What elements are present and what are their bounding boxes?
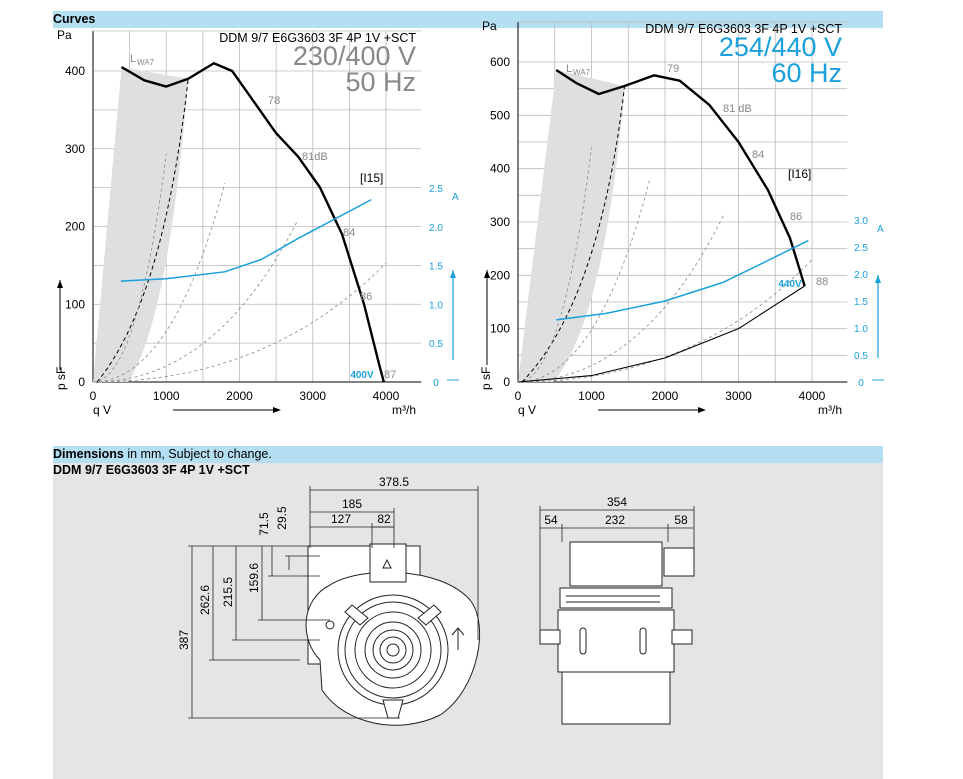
x-tick-label: 2000 <box>651 389 679 403</box>
right-tick-label: 0 <box>433 378 439 389</box>
y-tick-label: 200 <box>64 219 85 234</box>
hub <box>380 637 406 663</box>
dim-58: 58 <box>674 513 688 527</box>
right-tick-label: 0.5 <box>429 339 443 351</box>
y-tick-label: 300 <box>64 141 85 156</box>
right-tick-label: 2.5 <box>429 184 443 195</box>
side-view-drawing <box>540 542 694 724</box>
dim-185: 185 <box>341 497 363 511</box>
right-unit: A <box>452 192 459 203</box>
front-view-drawing <box>306 544 480 725</box>
frequency-label: 50 Hz <box>345 67 416 97</box>
right-tick-label: 1.0 <box>854 324 868 335</box>
right-tick-label: 2.5 <box>854 243 868 254</box>
shaft-left <box>540 630 560 644</box>
y-tick-label: 0 <box>503 375 510 389</box>
db-label: 81dB <box>302 151 328 163</box>
lwa-label: L <box>566 63 573 75</box>
dimensions-model: DDM 9/7 E6G3603 3F 4P 1V +SCT <box>53 463 250 477</box>
chart-title: DDM 9/7 E6G3603 3F 4P 1V +SCT <box>645 22 842 36</box>
dim-387: 387 <box>177 629 191 651</box>
curve-id: [I16] <box>788 167 812 181</box>
y-tick-label: 300 <box>489 215 510 229</box>
y-tick-label: 100 <box>64 297 85 312</box>
motor-top <box>570 542 662 586</box>
right-unit: A <box>877 224 884 235</box>
y-tick-label: 400 <box>489 161 510 176</box>
dimensions-label: Dimensions <box>53 447 124 461</box>
dim-71-5: 71.5 <box>257 512 271 536</box>
voltage-label: 230/400 V <box>292 41 416 71</box>
dim-82: 82 <box>377 512 391 526</box>
x-tick-label: 4000 <box>372 389 400 403</box>
voltage-label: 254/440 V <box>718 32 842 62</box>
db-label: 86 <box>790 211 803 223</box>
x-tick-label: 0 <box>514 389 522 403</box>
x-tick-label: 0 <box>89 389 97 403</box>
y-tick-label: 200 <box>489 268 510 283</box>
x-tick-label: 3000 <box>725 389 752 403</box>
x-tick-label: 4000 <box>798 389 826 403</box>
right-tick-label: 0 <box>858 378 864 389</box>
y-tick-label: 500 <box>489 108 510 123</box>
right-tick-label: 0.5 <box>854 351 868 362</box>
lwa-sub: WA7 <box>137 58 155 67</box>
x-unit: m³/h <box>818 403 842 417</box>
dim-159-6: 159.6 <box>247 562 261 594</box>
y-unit: Pa <box>482 19 497 33</box>
right-tick-label: 1.0 <box>429 300 443 312</box>
dim-127: 127 <box>330 512 352 526</box>
y-tick-label: 100 <box>489 321 510 336</box>
y-tick-label: 0 <box>78 375 85 389</box>
dim-215-5: 215.5 <box>221 576 235 608</box>
lwa-sub: WA7 <box>573 68 591 77</box>
dim-354: 354 <box>606 495 628 509</box>
dim-232: 232 <box>604 513 626 527</box>
right-tick-label: 1.5 <box>429 261 443 273</box>
right-tick-label: 2.0 <box>429 222 443 234</box>
x-tick-label: 1000 <box>578 389 605 403</box>
db-label: 79 <box>667 63 680 75</box>
dim-29-5: 29.5 <box>275 506 289 530</box>
x-tick-label: 2000 <box>226 389 253 403</box>
db-label: 78 <box>268 95 281 107</box>
db-label: 87 <box>384 369 397 381</box>
db-label: 88 <box>816 276 829 288</box>
y-tick-label: 400 <box>64 64 85 78</box>
y-tick-label: 600 <box>489 55 510 69</box>
frequency-label: 60 Hz <box>771 58 842 88</box>
db-label: 84 <box>343 227 356 239</box>
dim-262-6: 262.6 <box>198 584 212 616</box>
right-tick-label: 3.0 <box>854 216 868 227</box>
y-symbol: p sF <box>479 366 493 390</box>
x-symbol: q V <box>518 403 537 417</box>
db-label: 86 <box>360 291 373 303</box>
curves-label: Curves <box>53 12 96 26</box>
y-unit: Pa <box>57 28 72 42</box>
motor-bottom <box>562 672 670 724</box>
voltage-curve-label: 400V <box>350 370 374 381</box>
dimensions-note: in mm, Subject to change. <box>123 447 272 461</box>
x-tick-label: 3000 <box>299 389 327 403</box>
db-label: 81 dB <box>723 103 752 115</box>
housing <box>558 610 674 672</box>
shaft-right <box>672 630 692 644</box>
y-symbol: p sF <box>54 366 68 390</box>
right-tick-label: 2.0 <box>854 270 868 281</box>
right-tick-label: 1.5 <box>854 297 868 308</box>
x-symbol: q V <box>93 403 112 417</box>
x-unit: m³/h <box>392 403 416 417</box>
dim-378-5: 378.5 <box>378 475 410 489</box>
curve-id: [I15] <box>360 171 384 185</box>
lwa-label: L <box>130 53 137 65</box>
db-label: 84 <box>752 149 765 161</box>
voltage-curve-label: 440V <box>778 279 802 290</box>
dim-54: 54 <box>544 513 558 527</box>
x-tick-label: 1000 <box>152 389 180 403</box>
chart-title: DDM 9/7 E6G3603 3F 4P 1V +SCT <box>219 31 416 45</box>
terminal-box-side <box>664 548 694 576</box>
